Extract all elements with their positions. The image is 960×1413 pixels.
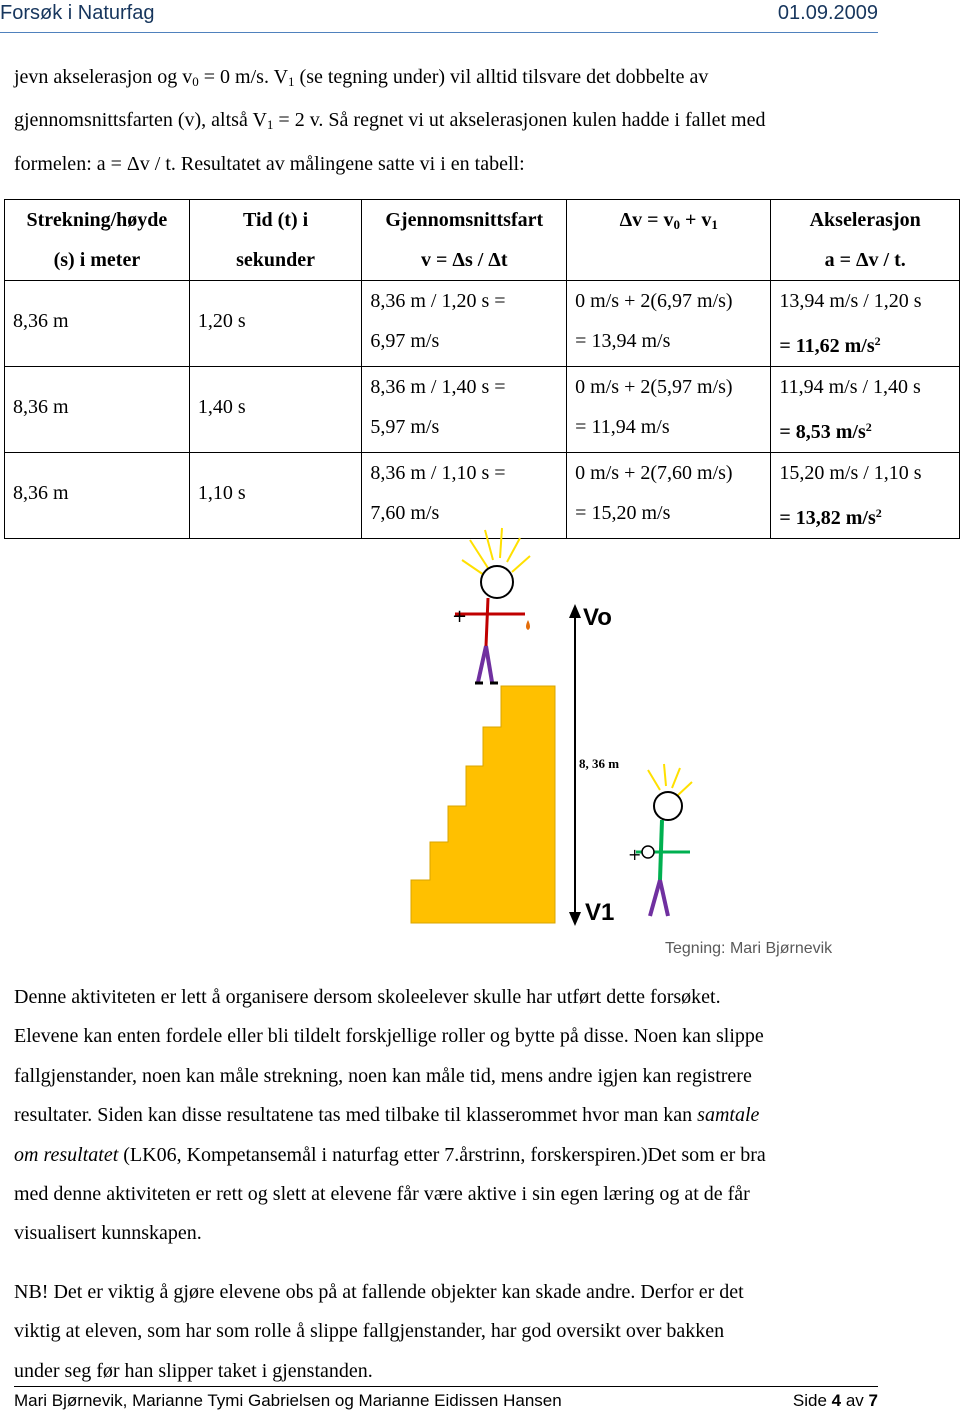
left-leg: [478, 646, 486, 682]
header-date: 01.09.2009: [777, 2, 878, 24]
stopwatch-icon: [642, 846, 654, 858]
cell-distance: 8,36 m: [5, 453, 190, 539]
svg-text:+: +: [628, 845, 642, 864]
label-height: 8, 36 m: [579, 756, 620, 771]
torso: [486, 598, 488, 646]
cell-distance: 8,36 m: [5, 367, 190, 453]
table-header-row: [5, 200, 960, 281]
body-paragraph-1: Denne aktiviteten er lett å organisere dersom skoleelever skulle har utført dette forsøket. Elevene kan enten fordele eller bli tildelt forskjellige roller og bytte på disse. Noen kan slippe fallgjenstander, noen kan måle strekning, noen kan måle tid, mens andre igjen kan registrere resultater. Siden kan disse resultatene tas med tilbake til klasserommet hvor man kan samtale om resultatet (LK06, Kompetansemål i naturfag etter 7.årstrinn, forskerspiren.)Det som er bra med denne aktiviteten er rett og slett at elevene får være aktive i sin egen læring og at de får visualisert kunnskapen.: [14, 986, 766, 1245]
label-v1: V1: [585, 899, 615, 926]
page-footer: [14, 1391, 878, 1411]
staircase-steps: [411, 686, 555, 923]
footer-rule: [14, 1386, 878, 1387]
results-table: [4, 199, 960, 539]
arrow-head-top: [569, 604, 581, 618]
page-header: [0, 0, 960, 30]
falling-object-drawing: [0, 520, 960, 940]
cell-time: 1,10 s: [189, 453, 362, 539]
timer-person-figure: [628, 764, 692, 916]
header-cell-time: Tid (t) i sekunder: [189, 200, 362, 281]
torso-2: [660, 820, 662, 880]
page-number: Side 4 av 7: [792, 1391, 878, 1410]
cell-acceleration: 13,94 m/s / 1,20 s = 11,62 $m/s^2$: [771, 281, 960, 367]
body-paragraph-2: NB! Det er viktig å gjøre elevene obs på at fallende objekter kan skade andre. Derfor er det viktig at eleven, som har som rolle å slippe fallgjenstander, har god oversikt over bakken under seg før han slipper taket i gjenstanden.: [14, 1281, 744, 1382]
header-title: Forsøk i Naturfag: [0, 2, 155, 24]
right-leg: [486, 646, 492, 682]
header-cell-acceleration: Akselerasjon a = Δv / t.: [771, 200, 960, 281]
intro-paragraph: jevn akselerasjon og $v_0 = 0$ m/s. $V_1$ (se tegning under) vil alltid tilsvare det dobbelte av gjennomsnittsfarten (v), altså $V_1 = 2$ v. Så regnet vi ut akselerasjonen kulen hadde i fallet med formelen: a = Δv / t. Resultatet av målingene satte vi i en tabell:: [14, 66, 766, 175]
cell-distance: 8,36 m: [5, 281, 190, 367]
cell-acceleration: 15,20 m/s / 1,10 s = 13,82 $m/s^2$: [771, 453, 960, 539]
head: [481, 566, 513, 598]
footer-authors: Mari Bjørnevik, Marianne Tymi Gabrielsen og Marianne Eidissen Hansen: [14, 1391, 562, 1410]
cell-acceleration: 11,94 m/s / 1,40 s = 8,53 $m/s^2$: [771, 367, 960, 453]
arrow-head-bottom: [569, 912, 581, 926]
cell-avg-speed: 8,36 m / 1,20 s = 6,97 m/s: [362, 281, 567, 367]
cell-avg-speed: 8,36 m / 1,10 s = 7,60 m/s: [362, 453, 567, 539]
header-cell-avg-speed: Gjennomsnittsfart v = Δs / Δt: [362, 200, 567, 281]
header-cell-delta-v: $\Delta v = v_0 + v_1$: [567, 200, 771, 281]
person-figure: [452, 528, 530, 683]
cell-delta-v: 0 m/s + 2(6,97 m/s) = 13,94 m/s: [567, 281, 771, 367]
cell-delta-v: 0 m/s + 2(5,97 m/s) = 11,94 m/s: [567, 367, 771, 453]
cell-delta-v: 0 m/s + 2(7,60 m/s) = 15,20 m/s: [567, 453, 771, 539]
label-v0: Vo: [583, 604, 612, 631]
head-2: [654, 792, 682, 820]
header-rule: [0, 32, 878, 33]
falling-object: [526, 620, 530, 630]
cell-time: 1,40 s: [189, 367, 362, 453]
cell-avg-speed: 8,36 m / 1,40 s = 5,97 m/s: [362, 367, 567, 453]
table-row: [5, 367, 960, 453]
cell-time: 1,20 s: [189, 281, 362, 367]
header-cell-distance: Strekning/høyde (s) i meter: [5, 200, 190, 281]
drawing-credit: Tegning: Mari Bjørnevik: [665, 940, 833, 957]
left-hand: +: [452, 606, 468, 627]
table-row: [5, 281, 960, 367]
